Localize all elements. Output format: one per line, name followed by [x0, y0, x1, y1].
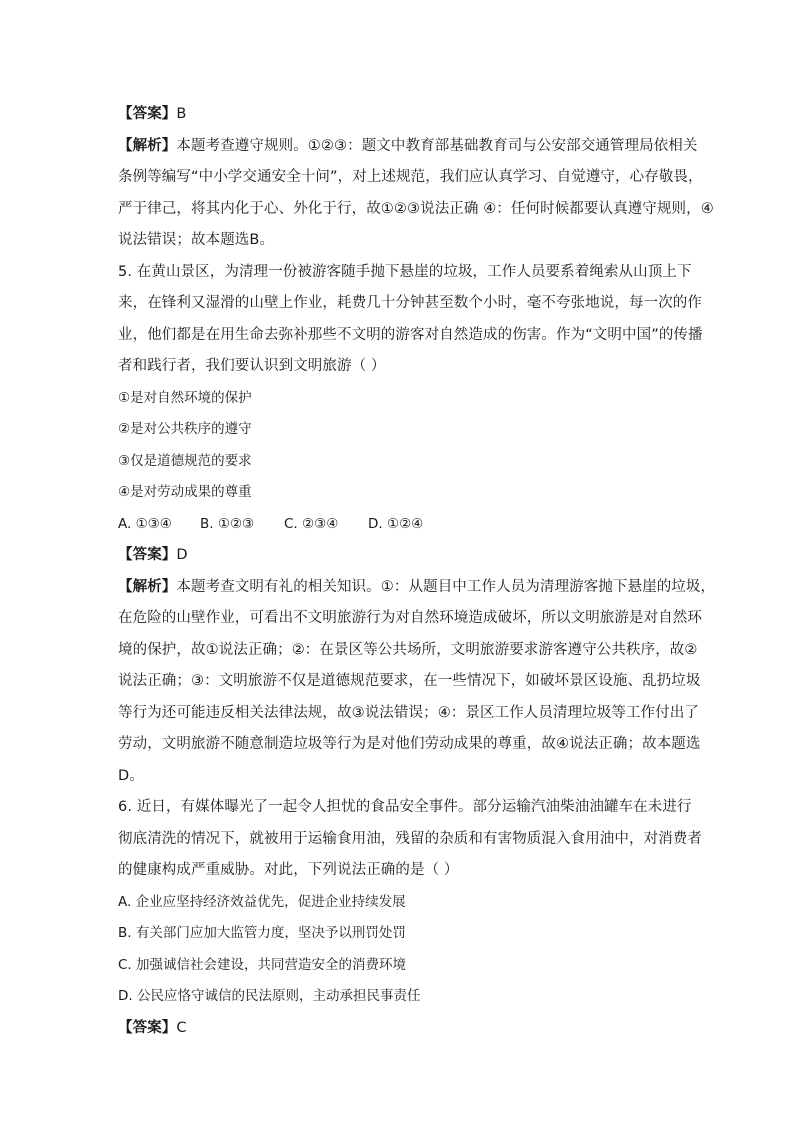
analysis-tag: 【解析】 [118, 137, 177, 154]
analysis-line: 等行为还可能违反相关法律法规，故③说法错误；④：景区工作人员清理垃圾等工作付出了 [118, 704, 699, 721]
answer-tag: 【答案】 [118, 106, 177, 122]
option-item: ①是对自然环境的保护 [118, 389, 252, 406]
question-line: 业，他们都是在用生命去弥补那些不文明的游客对自然造成的伤害。作为“文明中国”的传播 [118, 326, 703, 343]
analysis-text: 本题考查遵守规则。①②③：题文中教育部基础教育司与公安部交通管理局依相关 [176, 137, 698, 154]
answer-value: B [176, 106, 187, 122]
analysis-line: 说法错误；故本题选B。 [118, 232, 275, 248]
analysis-line: 严于律己，将其内化于心、外化于行，故①②③说法正确 ④：任何时候都要认真遵守规则，④ [118, 200, 714, 217]
analysis-line [118, 131, 698, 163]
analysis-text: 本题考查文明有礼的相关知识。①：从题目中工作人员为清理游客抛下悬崖的垃圾， [176, 578, 716, 595]
answer-line [118, 540, 688, 572]
option-item: ②是对公共秩序的遵守 [118, 421, 252, 437]
answer-value: C [176, 1019, 187, 1036]
answer-tag: 【答案】 [118, 1019, 177, 1036]
question-line: 彻底清洗的情况下，就被用于运输食用油，残留的杂质和有害物质混入食用油中，对消费者 [118, 830, 702, 847]
analysis-line: 说法正确；③：文明旅游不仅是道德规范要求，在一些情况下，如破坏景区设施、乱扔垃圾 [118, 673, 701, 689]
choice-a: A. ①③④ [118, 515, 172, 532]
answer-line [118, 99, 688, 131]
option-item: ③仅是道德规范的要求 [118, 452, 252, 469]
analysis-line: 劳动，文明旅游不随意制造垃圾等行为是对他们劳动成果的尊重，故④说法正确；故本题选 [118, 736, 701, 752]
option-item: D. 公民应恪守诚信的民法原则，主动承担民事责任 [118, 988, 421, 1004]
analysis-tag: 【解析】 [118, 578, 177, 595]
answer-line [118, 1013, 688, 1045]
question-line: 来，在锋利又湿滑的山壁上作业，耗费几十分钟甚至数个小时，毫不夸张地说，每一次的作 [118, 295, 702, 311]
option-item: B. 有关部门应加大监管力度，坚决予以刑罚处罚 [118, 925, 406, 941]
choice-d: D. ①②④ [368, 515, 424, 532]
option-item: A. 企业应坚持经济效益优先，促进企业持续发展 [118, 893, 406, 910]
question-line: 者和践行者，我们要认识到文明旅游（ ） [118, 358, 386, 374]
choice-b: B. ①②③ [200, 515, 255, 532]
analysis-line: 在危险的山壁作业，可看出不文明旅游行为对自然环境造成破坏，所以文明旅游是对自然环 [118, 610, 702, 626]
document-content [118, 99, 716, 1044]
analysis-line: 境的保护，故①说法正确；②：在景区等公共场所，文明旅游要求游客遵守公共秩序，故② [118, 641, 698, 658]
answer-tag: 【答案】 [118, 547, 177, 563]
question-line: 的健康构成严重威胁。对此，下列说法正确的是（ ） [118, 862, 459, 878]
answer-value: D [176, 547, 188, 563]
option-item: C. 加强诚信社会建设，共同营造安全的消费环境 [118, 956, 407, 973]
choice-c: C. ②③④ [284, 515, 339, 532]
analysis-line [118, 572, 716, 604]
question-line: 6. 近日，有媒体曝光了一起令人担忧的食品安全事件。部分运输汽油柴油油罐车在未进行 [118, 799, 692, 815]
analysis-line: 条例等编写“中小学交通安全十问”，对上述规范，我们应认真学习、自觉遵守，心存敬畏， [118, 169, 703, 185]
analysis-line: D。 [118, 767, 144, 784]
choice-row [118, 509, 688, 541]
question-line: 5. 在黄山景区，为清理一份被游客随手抛下悬崖的垃圾，工作人员要系着绳索从山顶上下 [118, 263, 692, 280]
option-item: ④是对劳动成果的尊重 [118, 484, 252, 500]
